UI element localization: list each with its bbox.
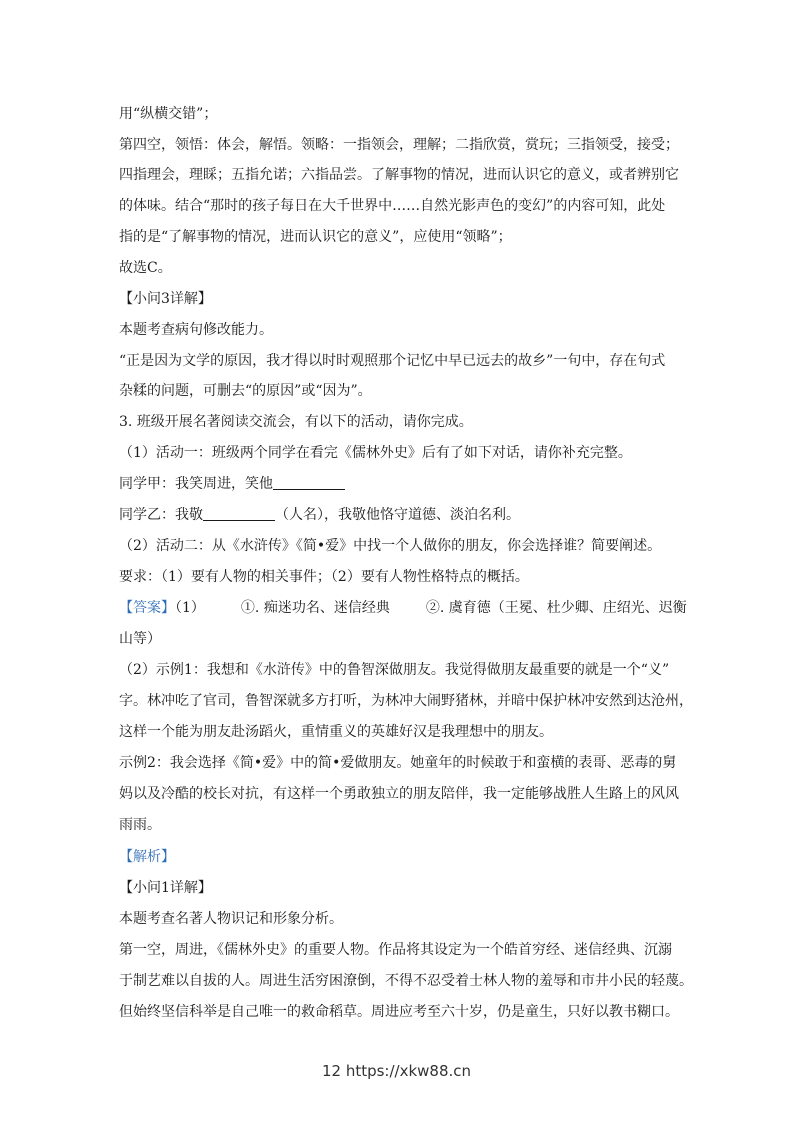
analysis-tag: 【解析】 xyxy=(119,849,175,865)
text-line: 的体味。结合“那时的孩子每日在大千世界中……自然光影声色的变幻”的内容可知，此处 xyxy=(119,198,666,214)
text-line: 字。林冲吃了官司，鲁智深就多方打听，为林冲大闹野猪林，并暗中保护林冲安然到达沧州， xyxy=(119,693,693,709)
text-line: 但始终坚信科举是自己唯一的救命稻草。周进应考至六十岁，仍是童生，只好以教书糊口。 xyxy=(119,1004,679,1020)
dialogue-line-a xyxy=(119,474,679,494)
text-line: 第一空，周进，《儒林外史》的重要人物。作品将其设定为一个皓首穷经、迷信经典、沉溺 xyxy=(119,942,672,958)
text-line: 杂糅的问题，可删去“的原因”或“因为”。 xyxy=(119,383,372,399)
answer-part: （1） xyxy=(175,600,205,616)
text-line: （1）活动一：班级两个同学在看完《儒林外史》后有了如下对话，请你补充完整。 xyxy=(119,445,632,461)
text-line: 妈以及冷酷的校长对抗，有这样一个勇敢独立的朋友陪伴，我一定能够战胜人生路上的风风 xyxy=(119,786,679,802)
text-line: 示例2：我会选择《简•爱》中的简•爱做朋友。她童年的时候敢于和蛮横的表哥、恶毒的舅 xyxy=(119,755,677,771)
dialogue-text: 同学乙：我敬 xyxy=(119,507,203,523)
text-line: 故选C。 xyxy=(119,260,172,276)
text-line: 四指理会，理睬；五指允诺；六指品尝。了解事物的情况，进而认识它的意义，或者辨别它 xyxy=(119,167,679,183)
text-line: 山等） xyxy=(119,631,161,647)
text-line: （2）活动二：从《水浒传》《简•爱》中找一个人做你的朋友，你会选择谁？简要阐述。 xyxy=(119,538,662,554)
answer-tag: 【答案】 xyxy=(119,600,175,616)
dialogue-line-b xyxy=(119,505,679,525)
text-line: 用“纵横交错”； xyxy=(119,106,218,122)
text-line: “正是因为文学的原因，我才得以时时观照那个记忆中早已远去的故乡”一句中，存在句式 xyxy=(119,353,666,369)
text-line: 这样一个能为朋友赴汤蹈火，重情重义的英雄好汉是我理想中的朋友。 xyxy=(119,724,553,740)
text-line: 要求：（1）要有人物的相关事件；（2）要有人物性格特点的概括。 xyxy=(119,569,529,585)
section-heading: 【小问3详解】 xyxy=(119,291,212,307)
answer-blank xyxy=(273,475,345,490)
answer-part: ②. 虞育德（王冕、杜少卿、庄绍光、迟衡 xyxy=(425,600,687,616)
page-footer: 12 https://xkw88.cn xyxy=(321,1062,472,1080)
section-heading: 【小问1详解】 xyxy=(119,880,212,896)
text-line: （2）示例1：我想和《水浒传》中的鲁智深做朋友。我觉得做朋友最重要的就是一个“义” xyxy=(119,662,670,678)
text-line: 指的是“了解事物的情况，进而认识它的意义”，应使用“领略”； xyxy=(119,229,512,245)
text-line: 本题考查病句修改能力。 xyxy=(119,322,273,338)
text-line: 于制艺难以自拔的人。周进生活穷困潦倒，不得不忍受着士林人物的羞辱和市井小民的轻蔑。 xyxy=(119,973,693,989)
text-line: 雨雨。 xyxy=(119,817,161,833)
dialogue-text: （人名），我敬他恪守道德、淡泊名利。 xyxy=(275,507,520,523)
answer-blank xyxy=(203,506,275,521)
answer-part: ①. 痴迷功名、迷信经典 xyxy=(240,600,390,616)
question-title: 3. 班级开展名著阅读交流会，有以下的活动，请你完成。 xyxy=(119,414,473,430)
text-line: 本题考查名著人物识记和形象分析。 xyxy=(119,911,343,927)
dialogue-text: 同学甲：我笑周进，笑他 xyxy=(119,476,273,492)
text-line: 第四空，领悟：体会，解悟。领略：一指领会，理解；二指欣赏，赏玩；三指领受，接受； xyxy=(119,137,679,153)
answer-line xyxy=(119,598,687,618)
